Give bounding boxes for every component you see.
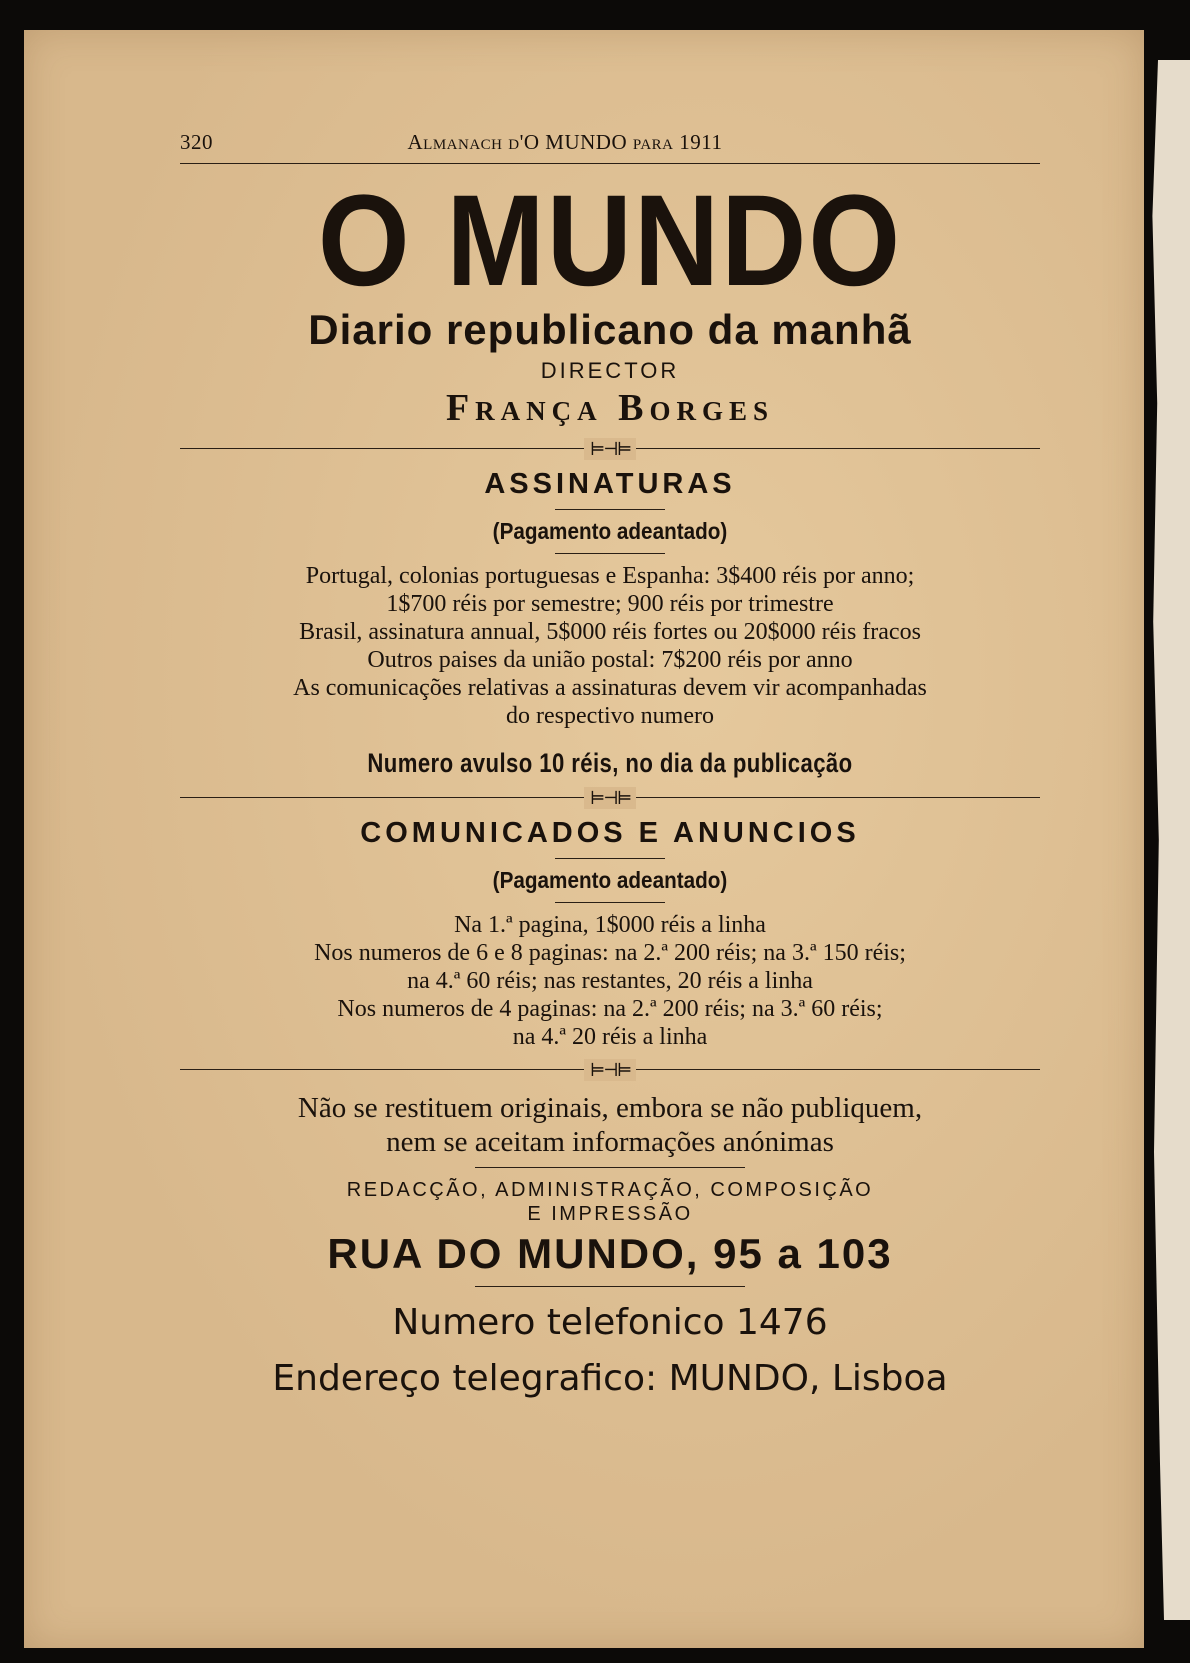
director-label: DIRECTOR xyxy=(540,358,680,383)
announcements-title: COMUNICADOS E ANUNCIOS xyxy=(360,817,860,849)
telegraph-address: Endereço telegrafico: MUNDO, Lisboa xyxy=(272,1358,948,1399)
ornament-glyph: ⊨⊣⊨ xyxy=(584,787,636,809)
announcements-payment-note: (Pagamento adeantado) xyxy=(492,867,728,893)
ornament-glyph: ⊨⊣⊨ xyxy=(584,438,636,460)
phone-number: Numero telefonico 1476 xyxy=(392,1302,828,1343)
announcement-rates xyxy=(180,911,1040,1051)
page-number: 320 xyxy=(180,130,213,154)
director-name: França Borges xyxy=(445,387,775,429)
street-address: RUA DO MUNDO, 95 a 103 xyxy=(327,1230,893,1277)
ornament-glyph: ⊨⊣⊨ xyxy=(584,1059,636,1081)
subscription-rates xyxy=(180,562,1040,730)
short-divider xyxy=(475,1167,745,1168)
ornamental-divider xyxy=(180,787,1040,809)
single-issue-price: Numero avulso 10 réis, no dia da publicação xyxy=(367,748,853,778)
rate-line: do respectivo numero xyxy=(506,703,714,729)
notice-line: nem se aceitam informações anónimas xyxy=(386,1126,834,1158)
office-label xyxy=(180,1178,1040,1226)
almanac-title: Almanach d'O MUNDO para 1911 xyxy=(407,130,723,154)
ornamental-divider xyxy=(180,438,1040,460)
page-content xyxy=(180,130,1040,1407)
editorial-notice xyxy=(180,1091,1040,1159)
rate-line: Brasil, assinatura annual, 5$000 réis fortes ou 20$000 réis fracos xyxy=(299,619,921,645)
short-divider xyxy=(555,509,665,510)
rate-line: As comunicações relativas a assinaturas devem vir acompanhadas xyxy=(293,675,927,701)
rate-line: 1$700 réis por semestre; 900 réis por trimestre xyxy=(386,591,834,617)
office-label-line: E IMPRESSÃO xyxy=(527,1203,693,1225)
ornamental-divider xyxy=(180,1059,1040,1081)
rate-line: na 4.ª 20 réis a linha xyxy=(512,1024,708,1050)
rate-line: Outros paises da união postal: 7$200 réis por anno xyxy=(367,647,853,673)
torn-page-edge xyxy=(1150,60,1190,1620)
subscriptions-payment-note: (Pagamento adeantado) xyxy=(492,518,728,544)
office-label-line: REDACÇÃO, ADMINISTRAÇÃO, COMPOSIÇÃO xyxy=(346,1179,874,1201)
rate-line: na 4.ª 60 réis; nas restantes, 20 réis a linha xyxy=(407,968,813,994)
rate-line: Nos numeros de 4 paginas: na 2.ª 200 réis; na 3.ª 60 réis; xyxy=(337,996,883,1022)
newspaper-subtitle: Diario republicano da manhã xyxy=(308,306,912,353)
short-divider xyxy=(555,858,665,859)
short-divider xyxy=(555,902,665,903)
newspaper-masthead: O MUNDO xyxy=(317,168,903,314)
rate-line: Na 1.ª pagina, 1$000 réis a linha xyxy=(454,912,766,938)
rate-line: Portugal, colonias portuguesas e Espanha: 3$400 réis por anno; xyxy=(305,563,915,589)
running-head xyxy=(180,130,1040,164)
short-divider xyxy=(475,1286,745,1287)
notice-line: Não se restituem originais, embora se não publiquem, xyxy=(297,1092,923,1124)
short-divider xyxy=(555,553,665,554)
subscriptions-title: ASSINATURAS xyxy=(484,468,736,500)
contact-info xyxy=(180,1295,1040,1407)
rate-line: Nos numeros de 6 e 8 paginas: na 2.ª 200 réis; na 3.ª 150 réis; xyxy=(314,940,906,966)
